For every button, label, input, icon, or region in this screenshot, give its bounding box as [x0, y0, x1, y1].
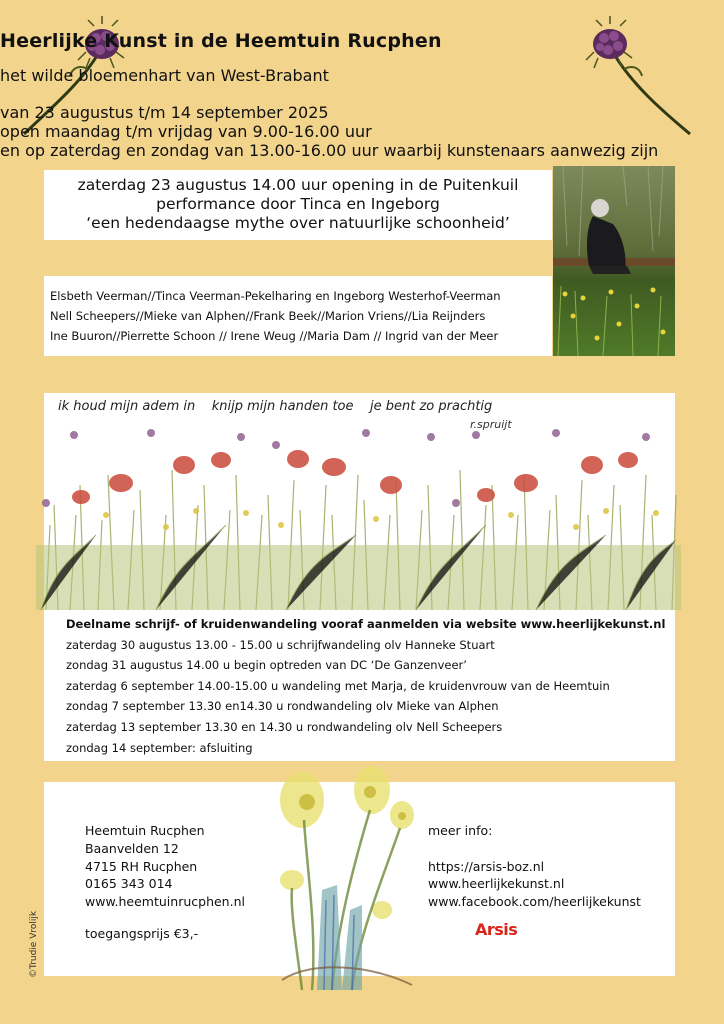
opening-line: zaterdag 23 augustus 14.00 uur opening in de Puitenkuil: [77, 176, 519, 194]
event-item: zaterdag 13 september 13.30 en 14.30 u rondwandeling olv Nell Scheepers: [66, 719, 503, 734]
venue-phone: 0165 343 014: [85, 876, 173, 892]
venue-website-link[interactable]: www.heemtuinrucphen.nl: [85, 894, 245, 910]
event-item: zaterdag 30 augustus 13.00 - 15.00 u schrijfwandeling olv Hanneke Stuart: [66, 637, 495, 652]
venue-postal: 4715 RH Rucphen: [85, 858, 198, 874]
poster-subtitle: het wilde bloemenhart van West-Brabant: [0, 66, 329, 85]
event-item: zaterdag 6 september 14.00-15.00 u wandeling met Marja, de kruidenvrouw van de Heemtuin: [66, 678, 610, 693]
facebook-link[interactable]: www.facebook.com/heerlijkekunst: [428, 894, 641, 910]
more-info-block: [428, 822, 641, 911]
artists-line: Nell Scheepers//Mieke van Alphen//Frank Beek//Marion Vriens//Lia Reijnders: [50, 309, 486, 323]
meadow-watercolor-illustration: [36, 415, 681, 615]
heerlijkekunst-website-link[interactable]: www.heerlijkekunst.nl: [428, 876, 565, 892]
artists-box: [44, 276, 552, 356]
address-block: [85, 822, 245, 911]
artist-photo: [553, 166, 675, 356]
arsis-logo: Arsis: [475, 920, 518, 939]
venue-street: Baanvelden 12: [85, 840, 179, 856]
weekend-hours: en op zaterdag en zondag van 13.00-16.00 uur waarbij kunstenaars aanwezig zijn: [0, 141, 659, 160]
weekday-hours: open maandag t/m vrijdag van 9.00-16.00 uur: [0, 122, 372, 141]
opening-box: [44, 170, 552, 240]
artists-line: Ine Buuron//Pierrette Schoon // Irene Weug //Maria Dam // Ingrid van der Meer: [50, 329, 499, 343]
poem-author: r.spruijt: [470, 418, 512, 431]
events-heading: Deelname schrijf- of kruidenwandeling vooraf aanmelden via website www.heerlijkekunst.nl: [66, 617, 666, 631]
date-range: van 23 augustus t/m 14 september 2025: [0, 103, 329, 122]
artists-line: Elsbeth Veerman//Tinca Veerman-Pekelharing en Ingeborg Westerhof-Veerman: [50, 289, 501, 303]
event-item: zondag 31 augustus 14.00 u begin optreden van DC ‘De Ganzenveer’: [66, 658, 467, 673]
event-item: zondag 7 september 13.30 en14.30 u rondwandeling olv Mieke van Alphen: [66, 699, 499, 714]
performance-title: ‘een hedendaagse mythe over natuurlijke schoonheid’: [86, 214, 510, 232]
poster-title: Heerlijke Kunst in de Heemtuin Rucphen: [0, 30, 442, 52]
event-item: zondag 14 september: afsluiting: [66, 740, 253, 755]
photo-credit: ©Trudie Vrolijk: [29, 910, 39, 978]
performance-line: performance door Tinca en Ingeborg: [156, 195, 440, 213]
venue-name: Heemtuin Rucphen: [85, 823, 205, 838]
poem-text: ik houd mijn adem in knijp mijn handen toe je bent zo prachtig: [58, 399, 493, 414]
events-list: [66, 614, 665, 758]
daffodil-watercolor-illustration: [262, 760, 422, 998]
opening-hours: [0, 103, 724, 160]
more-info-label: meer info:: [428, 823, 493, 838]
arsis-website-link[interactable]: https://arsis-boz.nl: [428, 858, 545, 874]
admission-price: toegangsprijs €3,-: [85, 926, 199, 941]
